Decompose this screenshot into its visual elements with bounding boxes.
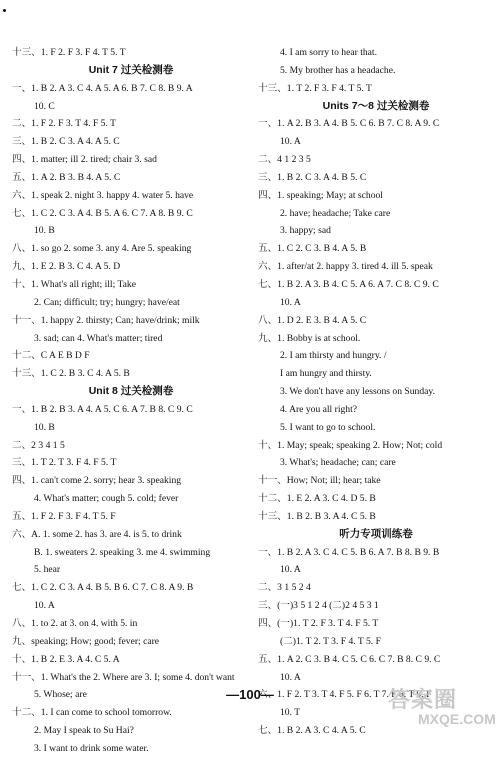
left-column [12,44,250,758]
answer-line: 七、1. B 2. A 3. C 4. A 5. C [258,725,366,737]
answer-line: I am hungry and thirsty. [280,368,372,380]
answer-line: 十一、1. What's the 2. Where are 3. I; some 4. don't want [12,671,235,683]
answer-line: 七、1. C 2. C 3. A 4. B 5. A 6. C 7. A 8. B 9. C [12,207,193,219]
watermark-line2: MXQE.COM [418,711,496,727]
answer-line: 十、1. What's all right; ill; Take [12,278,136,290]
corner-dot [3,9,6,12]
answer-line: 三、(一)3 5 1 2 4 (二)2 4 5 3 1 [258,600,379,612]
answer-line: 二、4 1 2 3 5 [258,154,311,166]
right-column [258,44,494,740]
answer-line: 10. T [280,707,301,719]
answer-line: 四、(一)1. T 2. F 3. T 4. F 5. T [258,618,379,629]
answer-line: 八、1. so go 2. some 3. any 4. Are 5. speaking [12,243,192,255]
answer-line: 3. sad; can 4. What's matter; tired [34,332,163,344]
answer-line: 2. have; headache; Take care [280,207,391,219]
answer-line: 十二、1. E 2. A 3. C 4. D 5. B [258,493,376,505]
answer-line: 10. A [280,296,301,308]
answer-line: 六、1. speak 2. night 3. happy 4. water 5. have [12,189,194,201]
answer-line: 六、A. 1. some 2. has 3. are 4. is 5. to drink [12,528,182,540]
answer-line: 十三、1. C 2. B 3. C 4. A 5. B [12,368,130,380]
answer-line: 九、1. Bobby is at school. [258,332,361,344]
answer-line: 一、1. B 2. A 3. C 4. C 5. B 6. A 7. B 8. B 9. B [258,546,440,558]
answer-line: 十一、How; Not; ill; hear; take [258,475,381,487]
answer-line: 3. I want to drink some water. [34,742,149,754]
answer-line: 10. B [34,421,55,433]
answer-line: 七、1. B 2. A 3. B 4. C 5. A 6. A 7. C 8. C 9. C [258,278,439,290]
section-title: Units 7～8 过关检测卷 [322,99,430,112]
answer-line: 5. Whose; are [34,689,87,701]
answer-line: 七、1. C 2. C 3. A 4. B 5. B 6. C 7. C 8. A 9. B [12,582,194,594]
answer-line: 10. A [280,671,301,683]
answer-line: 十二、C A E B D F [12,350,90,362]
answer-line: 10. A [280,136,301,148]
answer-line: 二、1. F 2. F 3. T 4. F 5. T [12,118,116,130]
answer-line: 4. I am sorry to hear that. [280,47,377,58]
answer-line: 5. I want to go to school. [280,421,376,433]
answer-line: 5. hear [34,564,61,576]
answer-line: 一、1. B 2. A 3. C 4. A 5. A 6. B 7. C 8. B 9. A [12,82,193,94]
answer-line: 十、1. May; speak; speaking 2. How; Not; cold [258,439,443,451]
answer-line: 四、1. speaking; May; at school [258,189,383,201]
answer-line: 十三、1. F 2. F 3. F 4. T 5. T [12,47,126,58]
answer-line: 五、1. A 2. C 3. B 4. C 5. C 6. C 7. B 8. C 9. C [258,653,441,665]
answer-line: 五、1. C 2. C 3. B 4. A 5. B [258,243,367,255]
watermark-logo [388,688,496,728]
answer-line: 四、1. can't come 2. sorry; hear 3. speaking [12,475,182,487]
answer-line: 十三、1. B 2. B 3. A 4. C 5. B [258,510,376,522]
answer-line: 九、speaking; How; good; fever; care [12,635,160,647]
answer-line: 三、1. B 2. C 3. A 4. B 5. C [258,171,367,183]
answer-line: 10. B [34,225,55,237]
answer-line: 八、1. to 2. at 3. on 4. with 5. in [12,618,138,629]
answer-line: 六、1. after/at 2. happy 3. tired 4. ill 5. speak [258,261,433,273]
watermark-line1: 答案圈 [388,687,458,712]
answer-line: 六、1. F 2. T 3. T 4. F 5. F 6. T 7. F 8. T 9. F [258,689,432,701]
answer-line: 2. I am thirsty and hungry. / [280,350,387,362]
answer-line: 10. A [34,600,55,612]
answer-line: 一、1. B 2. B 3. A 4. A 5. C 6. A 7. B 8. C 9. C [12,403,193,415]
answer-line: 二、2 3 4 1 5 [12,439,65,451]
answer-line: 4. Are you all right? [280,403,357,415]
answer-line: 10. A [280,564,301,576]
answer-line: 一、1. A 2. B 3. A 4. B 5. C 6. B 7. C 8. A 9. C [258,118,440,130]
answer-line: 2. May I speak to Su Hai? [34,725,134,737]
answer-line: 10. C [34,100,55,112]
answer-line: 五、1. F 2. F 3. F 4. T 5. F [12,510,116,522]
answer-line: 四、1. matter; ill 2. tired; chair 3. sad [12,154,157,166]
answer-line: 十二、1. I can come to school tomorrow. [12,707,172,719]
section-title: 听力专项训练卷 [339,527,413,540]
answer-line: 3. We don't have any lessons on Sunday. [280,386,435,398]
answer-line: 十、1. B 2. E 3. A 4. C 5. A [12,653,120,665]
answer-line: 十一、1. happy 2. thirsty; Can; have/drink; milk [12,314,200,326]
page-number: —100— [226,687,274,702]
answer-line: 5. My brother has a headache. [280,64,396,76]
answer-line: 3. What's; headache; can; care [280,457,396,469]
answer-line: 九、1. E 2. B 3. C 4. A 5. D [12,261,121,273]
answer-line: 4. What's matter; cough 5. cold; fever [34,493,179,505]
answer-line: B. 1. sweaters 2. speaking 3. me 4. swimming [34,546,211,558]
answer-line: 五、1. A 2. B 3. B 4. A 5. C [12,171,121,183]
answer-line: (二)1. T 2. T 3. F 4. T 5. F [280,635,381,647]
answer-line: 三、1. T 2. T 3. F 4. F 5. T [12,457,117,469]
answer-line: 2. Can; difficult; try; hungry; have/eat [34,296,180,308]
answer-line: 3. happy; sad [280,225,331,237]
answer-line: 三、1. B 2. C 3. A 4. A 5. C [12,136,120,148]
answer-line: 十三、1. T 2. F 3. F 4. T 5. T [258,82,372,94]
answer-line: 八、1. D 2. E 3. B 4. A 5. C [258,314,367,326]
answer-line: 二、3 1 5 2 4 [258,582,311,594]
section-title: Unit 8 过关检测卷 [88,385,174,398]
section-title: Unit 7 过关检测卷 [88,63,174,76]
